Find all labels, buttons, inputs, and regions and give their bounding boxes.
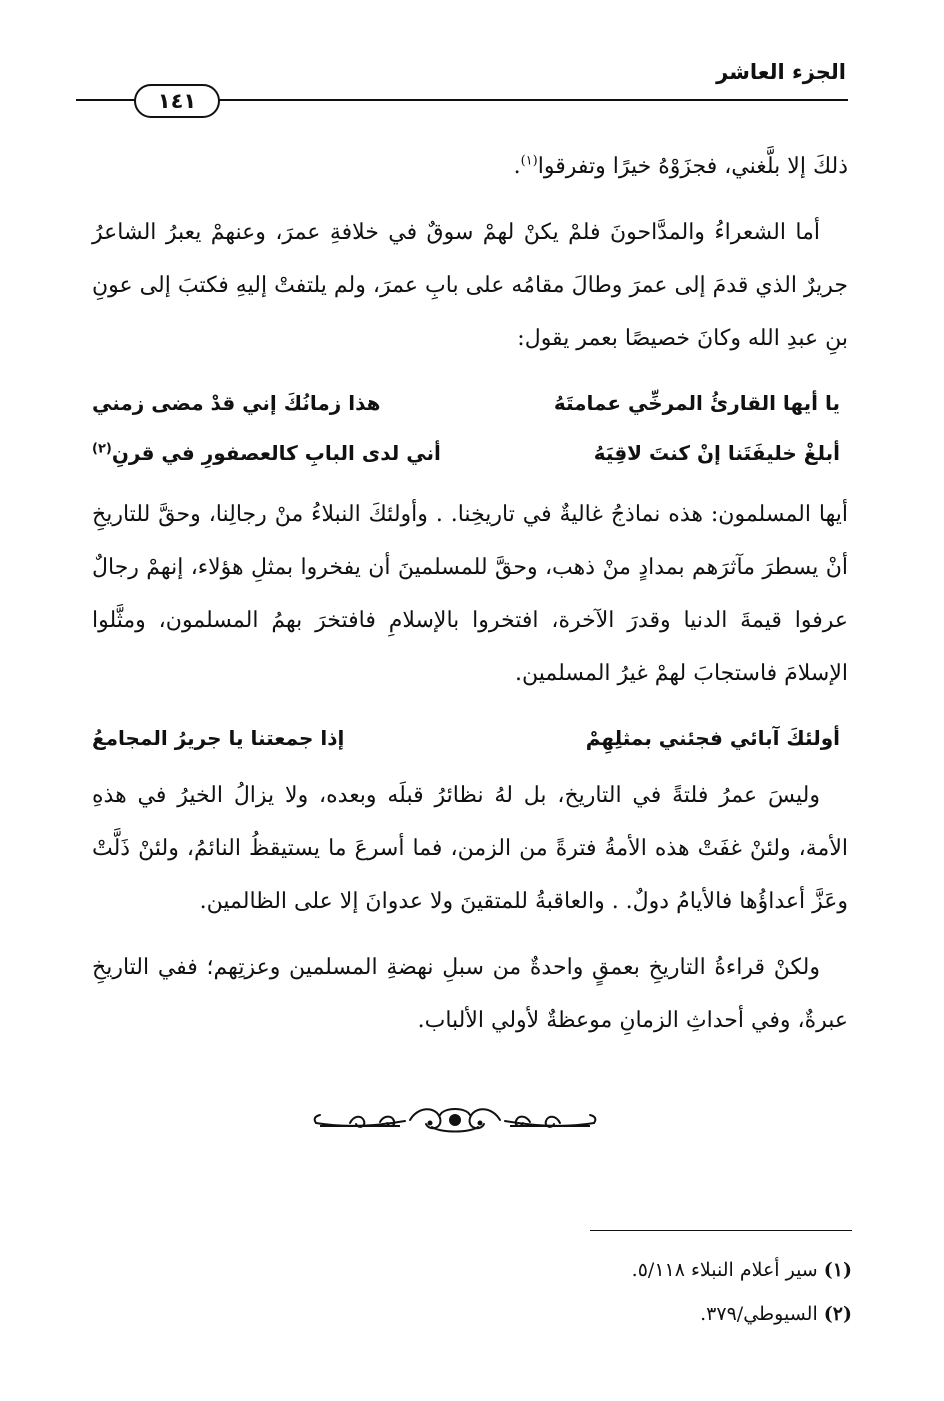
running-title: الجزء العاشر [716, 60, 846, 84]
paragraph-1-text: ذلكَ إلا بلَّغني، فجزَوْهُ خيرًا وتفرقوا [537, 154, 848, 179]
verse-1-second-hemistich: هذا زمانُكَ إني قدْ مضى زمني [92, 391, 381, 415]
verse-1-first-hemistich: يا أيها القارئُ المرخِّي عمامتَهُ [553, 391, 840, 415]
verse-2-first-hemistich: أبلغْ خليفَتَنا إنْ كنتَ لاقِيَهُ [593, 441, 840, 465]
footnote-ref-1: (١) [520, 153, 538, 169]
paragraph-4: وليسَ عمرُ فلتةً في التاريخ، بل لهُ نظائرُ قبلَه وبعده، ولا يزالُ الخيرُ في هذهِ الأمة، ولئنْ غفَتْ هذه الأمةُ فترةً من الزمن، فما أسرعَ ما يستيقظُ النائمُ، ولئنْ ذَلَّتْ وعَزَّ أعداؤُها فالأيامُ دولٌ. . والعاقبةُ للمتقينَ ولا عدوانَ إلا على الظالمين. [92, 783, 848, 914]
footnote-1 [252, 1248, 852, 1292]
verse-3-first-hemistich: أولئكَ آبائي فجئني بمثلِهِمْ [585, 726, 840, 750]
verse-line-2 [92, 428, 840, 478]
footnote-2 [252, 1292, 852, 1336]
page-number: ١٤١ [134, 84, 220, 118]
footnote-2-text: السيوطي/٣٧٩. [700, 1303, 818, 1325]
poem-block-2 [92, 713, 848, 763]
verse-line-3 [92, 713, 840, 763]
body-text [92, 140, 848, 1060]
poem-block-1 [92, 378, 848, 478]
verse-2-second-hemistich [92, 428, 441, 478]
header-rule-left [76, 99, 136, 101]
footnote-1-text: سير أعلام النبلاء ٥/١١٨. [631, 1259, 818, 1281]
paragraph-2: أما الشعراءُ والمدَّاحونَ فلمْ يكنْ لهمْ سوقٌ في خلافةِ عمرَ، وعنهمْ يعبرُ الشاعرُ جريرٌ الذي قدمَ إلى عمرَ وطالَ مقامُه على بابِ عمرَ، ولم يلتفتْ إليهِ فكتبَ إلى عونِ بنِ عبدِ الله وكانَ خصيصًا بعمر يقول: [92, 220, 849, 351]
paragraph-1-end: . [513, 154, 521, 179]
paragraph-5: ولكنْ قراءةُ التاريخِ بعمقٍ واحدةٌ من سبلِ نهضةِ المسلمين وعزتِهم؛ ففي التاريخِ عبرةٌ، وفي أحداثِ الزمانِ موعظةٌ لأولي الألباب. [92, 955, 848, 1033]
footnote-2-number: (٢) [823, 1303, 852, 1325]
footnotes [252, 1248, 852, 1336]
floral-divider-icon [310, 1103, 600, 1137]
verse-2-second-text: أني لدى البابِ كالعصفورِ في قرنِ [111, 441, 441, 465]
footnote-rule [590, 1230, 852, 1231]
verse-3-second-hemistich: إذا جمعتنا يا جريرُ المجامعُ [92, 726, 345, 750]
paragraph-3: أيها المسلمون: هذه نماذجُ غاليةٌ في تاريخِنا. . وأولئكَ النبلاءُ منْ رجالِنا، وحقَّ للتاريخِ أنْ يسطرَ مآثرَهم بمدادٍ منْ ذهب، وحقَّ للمسلمينَ أن يفخروا بمثلِ هؤلاء، إنهمْ رجالٌ عرفوا قيمةَ الدنيا وقدرَ الآخرة، افتخروا بالإسلامِ فافتخرَ بهمُ المسلمون، ومثَّلوا الإسلامَ فاستجابَ لهمْ غيرُ المسلمين. [92, 502, 848, 686]
paragraph-1 [92, 140, 848, 193]
footnote-ref-2: (٢) [92, 441, 112, 457]
header-rule-right [215, 99, 848, 101]
footnote-1-number: (١) [823, 1259, 852, 1281]
verse-line-1 [92, 378, 840, 428]
